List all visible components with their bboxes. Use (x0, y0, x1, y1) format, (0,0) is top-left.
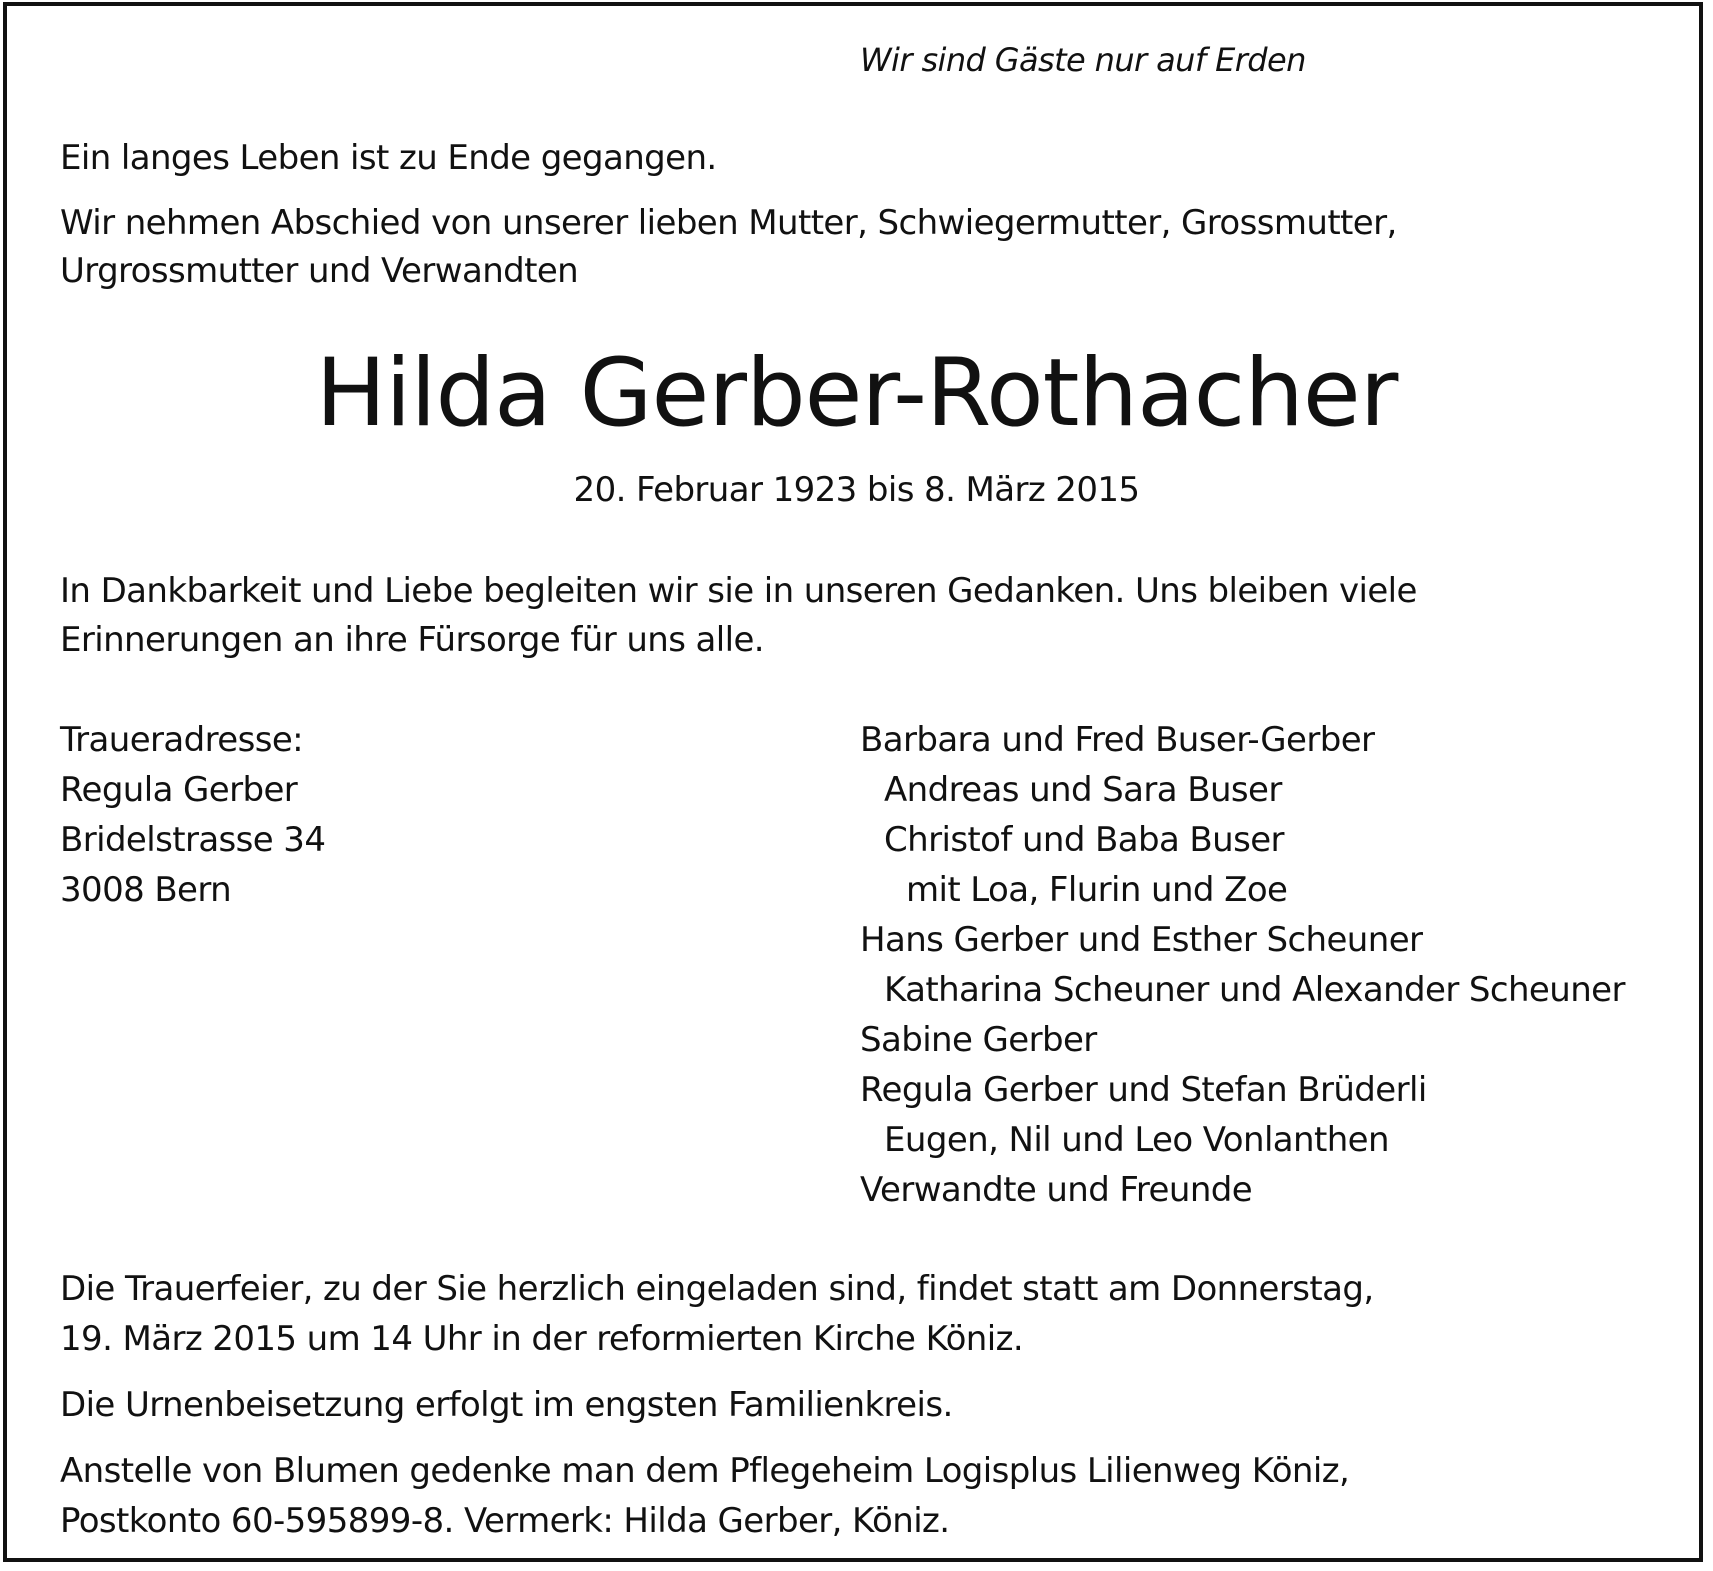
gratitude-line-1: In Dankbarkeit und Liebe begleiten wir sie in unseren Gedanken. Uns bleiben viele (60, 571, 1417, 611)
intro-line-3: Urgrossmutter und Verwandten (60, 251, 579, 291)
mourner-line: Regula Gerber und Stefan Brüderli (860, 1070, 1427, 1110)
deceased-name: Hilda Gerber-Rothacher (315, 339, 1398, 448)
intro-line-2: Wir nehmen Abschied von unserer lieben Mutter, Schwiegermutter, Grossmutter, (60, 203, 1397, 243)
mourner-line: mit Loa, Flurin und Zoe (906, 870, 1288, 910)
donation-line-2: Postkonto 60-595899-8. Vermerk: Hilda Gerber, Köniz. (60, 1501, 950, 1541)
mourner-line: Verwandte und Freunde (860, 1170, 1253, 1210)
donation-line-1: Anstelle von Blumen gedenke man dem Pflegeheim Logisplus Lilienweg Köniz, (60, 1451, 1350, 1491)
mourner-line: Christof und Baba Buser (884, 820, 1284, 860)
mourner-line: Barbara und Fred Buser-Gerber (860, 720, 1375, 760)
address-label: Traueradresse: (60, 720, 303, 760)
ceremony-line-2: 19. März 2015 um 14 Uhr in der reformierten Kirche Köniz. (60, 1319, 1024, 1359)
address-name: Regula Gerber (60, 770, 298, 810)
mourner-line: Katharina Scheuner und Alexander Scheuner (884, 970, 1625, 1010)
intro-line-1: Ein langes Leben ist zu Ende gegangen. (60, 138, 717, 178)
mourner-line: Hans Gerber und Esther Scheuner (860, 920, 1423, 960)
urn-burial-note: Die Urnenbeisetzung erfolgt im engsten Familienkreis. (60, 1385, 953, 1425)
gratitude-line-2: Erinnerungen an ihre Fürsorge für uns alle. (60, 620, 765, 660)
mourner-line: Sabine Gerber (860, 1020, 1097, 1060)
motto: Wir sind Gäste nur auf Erden (860, 41, 1306, 79)
mourner-line: Andreas und Sara Buser (884, 770, 1282, 810)
address-street: Bridelstrasse 34 (60, 820, 326, 860)
mourner-line: Eugen, Nil und Leo Vonlanthen (884, 1120, 1389, 1160)
life-dates: 20. Februar 1923 bis 8. März 2015 (573, 470, 1140, 510)
address-city: 3008 Bern (60, 870, 232, 910)
ceremony-line-1: Die Trauerfeier, zu der Sie herzlich eingeladen sind, findet statt am Donnerstag, (60, 1269, 1374, 1309)
